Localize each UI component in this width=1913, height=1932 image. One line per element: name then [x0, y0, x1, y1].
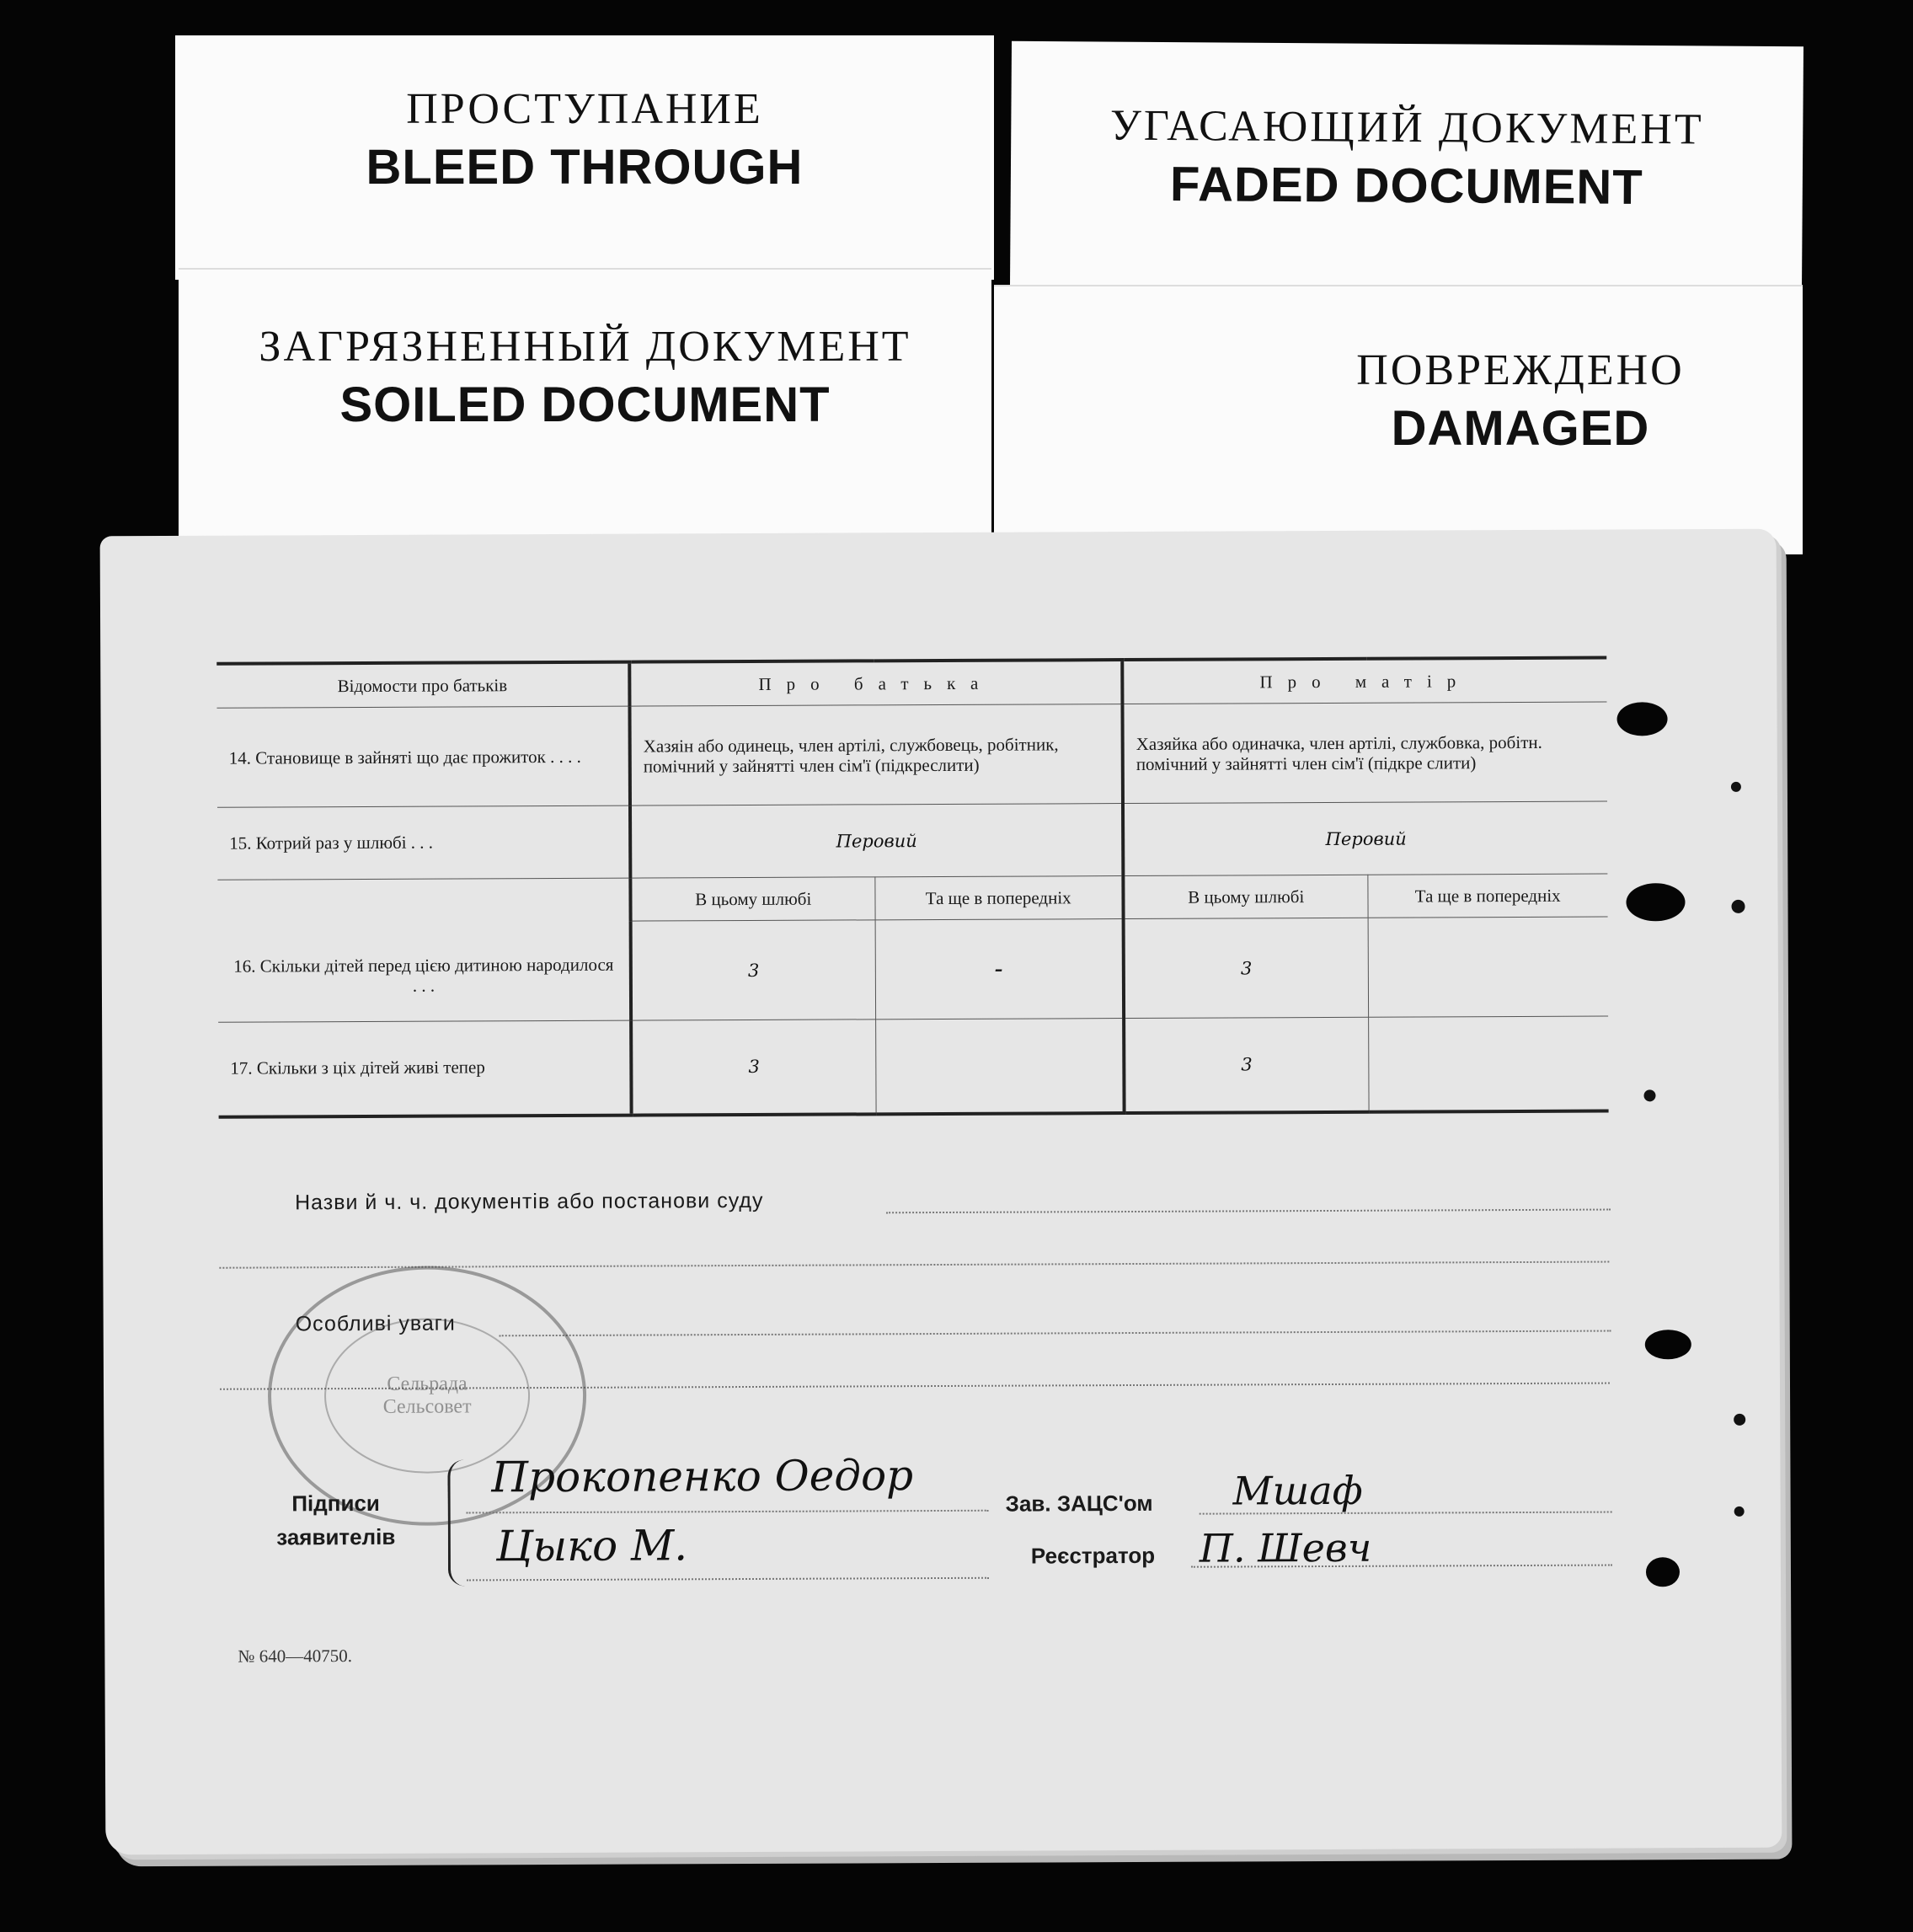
- faded-document-en: FADED DOCUMENT: [1169, 157, 1643, 215]
- subheader-mother-this: В цьому шлюбі: [1123, 875, 1367, 918]
- signatures-label-2: заявителів: [276, 1523, 396, 1550]
- damage-hole-2: [1626, 883, 1685, 921]
- row-14: [216, 702, 1606, 807]
- registration-form-page: [100, 529, 1782, 1855]
- remarks-label: Особливі уваги: [295, 1311, 456, 1336]
- row16-mother-this: 3: [1124, 918, 1369, 1018]
- signature-brace: [447, 1459, 466, 1586]
- applicant-signature-1: Прокопенко Оедор: [491, 1451, 914, 1502]
- applicant-signature-2: Цыко М.: [495, 1521, 688, 1571]
- row15-label: 15. Котрий раз у шлюбі . . .: [217, 805, 630, 880]
- row17-father-this: 3: [631, 1020, 875, 1115]
- row17-label: 17. Скільки з ціх дітей живі тепер: [218, 1020, 631, 1116]
- row14-label: 14. Становище в зайняті що дає прожиток . . . .: [216, 706, 630, 807]
- row17-mother-this: 3: [1124, 1017, 1368, 1112]
- punch-dot-1: [1731, 782, 1741, 792]
- damage-hole-4: [1646, 1557, 1680, 1587]
- punch-dot-3: [1643, 1089, 1655, 1101]
- row15-mother-value: Перовий: [1123, 801, 1607, 876]
- stamp-inner-ring: [324, 1318, 531, 1474]
- children-subheader-row: [217, 874, 1607, 923]
- bleed-through-en: BLEED THROUGH: [366, 140, 804, 195]
- head-label: Зав. ЗАЦС'ом: [1005, 1490, 1153, 1517]
- damage-hole-1: [1616, 702, 1667, 736]
- remarks-dotline-1: [500, 1330, 1611, 1337]
- row17-mother-prev: [1368, 1016, 1608, 1111]
- damaged-en: DAMAGED: [1391, 401, 1650, 456]
- signature-dotline-1: [467, 1510, 989, 1514]
- signature-dotline-2: [467, 1577, 989, 1581]
- stamp-text-1: Сельрада: [387, 1373, 468, 1395]
- table-header-row: [216, 658, 1606, 709]
- row14-father-note: Хазяін або одинець, член артілі, службовець, робітник, помічний у зайнятті член сім'ї (підкреслити): [629, 704, 1123, 806]
- bleed-through-card: [175, 35, 994, 280]
- signatures-label-1: Підписи: [291, 1490, 380, 1517]
- row16-father-this: 3: [631, 920, 876, 1020]
- subheader-mother-prev: Та ще в попередніх: [1367, 874, 1607, 918]
- form-number: № 640—40750.: [238, 1646, 352, 1667]
- row-15: [217, 801, 1607, 880]
- bleed-through-ru: ПРОСТУПАНИЕ: [406, 85, 763, 133]
- row17-father-prev: [875, 1019, 1124, 1114]
- soiled-document-en: SOILED DOCUMENT: [339, 377, 831, 432]
- row15-father-value: Перовий: [630, 804, 1123, 879]
- faded-document-card: [1010, 41, 1803, 292]
- soiled-document-ru: ЗАГРЯЗНЕННЫЙ ДОКУМЕНТ: [259, 323, 911, 371]
- header-about-father: Про батька: [629, 660, 1122, 706]
- damaged-card: [994, 285, 1803, 554]
- soiled-document-card: [179, 268, 991, 546]
- punch-dot-4: [1734, 1414, 1745, 1426]
- damaged-ru: ПОВРЕЖДЕНО: [1356, 346, 1685, 394]
- header-parents-info: Відомости про батьків: [216, 662, 629, 709]
- registrar-label: Реєстратор: [1030, 1542, 1156, 1569]
- faded-document-ru: УГАСАЮЩИЙ ДОКУМЕНТ: [1109, 101, 1704, 154]
- row14-mother-note: Хазяйка або одиначка, член артілі, службовка, робітн. помічний у зайнятті член сім'ї (підкре слити): [1122, 702, 1607, 804]
- damage-hole-3: [1645, 1330, 1691, 1359]
- subheader-father-this: В цьому шлюбі: [630, 877, 874, 921]
- registrar-signature: П. Шевч: [1199, 1524, 1372, 1571]
- punch-dot-5: [1734, 1507, 1745, 1517]
- documents-label: Назви й ч. ч. документів або постанови суду: [294, 1188, 764, 1215]
- header-about-mother: Про матір: [1122, 658, 1606, 704]
- head-signature: Мшаф: [1232, 1467, 1363, 1514]
- row16-label: 16. Скільки дітей перед цією дитиною народилося . . .: [217, 878, 631, 1022]
- punch-dot-2: [1731, 900, 1745, 913]
- stamp-text-2: Сельсовет: [382, 1395, 472, 1418]
- row16-father-prev: -: [875, 919, 1125, 1020]
- parents-info-table: [216, 656, 1608, 1119]
- documents-dotline-1: [886, 1209, 1611, 1214]
- subheader-father-prev: Та ще в попередніх: [874, 876, 1123, 920]
- row16-mother-prev: [1368, 917, 1609, 1017]
- row-17: [218, 1016, 1608, 1116]
